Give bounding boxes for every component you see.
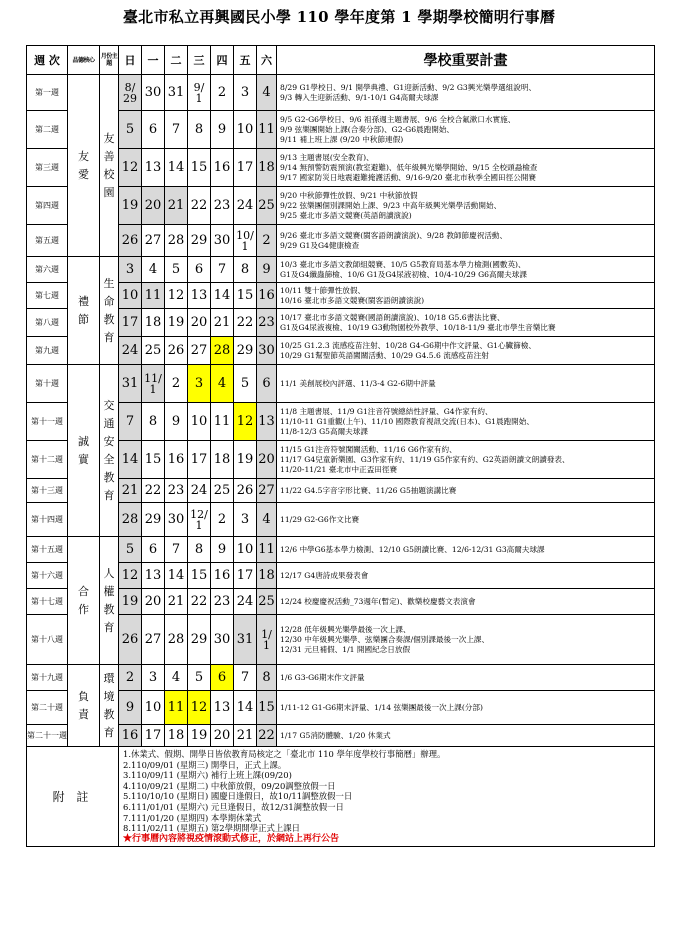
week-label: 第十九週 bbox=[27, 665, 68, 691]
day-cell: 8 bbox=[234, 257, 257, 283]
plan-line: 11/29 G2-G6作文比賽 bbox=[280, 514, 360, 524]
day-cell: 20 bbox=[142, 187, 165, 225]
header-theme: 月份主題 bbox=[100, 46, 119, 75]
day-cell: 29 bbox=[142, 503, 165, 537]
plan-cell bbox=[277, 187, 655, 225]
day-cell: 15 bbox=[142, 441, 165, 479]
plan-line: 9/14 無預警防震預演(教室避難)、低年級興光樂學開始、9/15 全校頭蝨檢查 bbox=[280, 162, 538, 172]
day-cell: 30 bbox=[211, 225, 234, 257]
week-row bbox=[27, 589, 655, 615]
day-cell: 4 bbox=[142, 257, 165, 283]
day-cell: 7 bbox=[119, 403, 142, 441]
day-cell: 11/ 1 bbox=[142, 365, 165, 403]
day-cell: 3 bbox=[119, 257, 142, 283]
day-cell: 6 bbox=[142, 111, 165, 149]
calendar-table bbox=[26, 45, 655, 847]
plan-line: 9/11 補上班上課 (9/20 中秋節連假) bbox=[280, 134, 404, 144]
week-row bbox=[27, 725, 655, 747]
day-cell: 15 bbox=[188, 149, 211, 187]
plan-line: 11/10-11 G1重觀(上午)、11/10 國際教育視訊交流(日本)、G1晨跑開始、 bbox=[280, 416, 534, 426]
day-cell: 19 bbox=[234, 441, 257, 479]
week-row bbox=[27, 563, 655, 589]
day-cell: 6 bbox=[188, 257, 211, 283]
week-label: 第十四週 bbox=[27, 503, 68, 537]
plan-line: 1/11-12 G1-G6期末評量、1/14 弦樂團最後一次上課(分部) bbox=[280, 702, 483, 712]
day-cell: 13 bbox=[257, 403, 277, 441]
day-cell: 22 bbox=[257, 725, 277, 747]
plan-line: 10/3 臺北市多語文教師組競賽、10/5 G5教育局基本學力檢測(國數英)、 bbox=[280, 259, 526, 269]
day-cell: 30 bbox=[257, 337, 277, 365]
day-cell: 6 bbox=[211, 665, 234, 691]
month-theme: 交 通 安 全 教 育 bbox=[100, 365, 119, 537]
day-cell: 11 bbox=[257, 537, 277, 563]
notes-warning: ★行事曆內容將視疫情滾動式修正，於網站上再行公告 bbox=[123, 833, 340, 844]
notes-line: 1.休業式、假期、開學日皆依教育局核定之「臺北市 110 學年度學校行事簡曆」辦理。 bbox=[123, 749, 446, 759]
week-label: 第九週 bbox=[27, 337, 68, 365]
plan-line: 9/29 G1及G4健康檢查 bbox=[280, 240, 360, 250]
plan-cell bbox=[277, 441, 655, 479]
day-cell: 31 bbox=[165, 75, 188, 111]
plan-line: 11/8 主題書展、11/9 G1注音符號總結性評量、G4作家有約、 bbox=[280, 406, 493, 416]
day-cell: 4 bbox=[257, 75, 277, 111]
day-cell: 28 bbox=[165, 225, 188, 257]
plan-line: 10/25 G1.2.3 流感疫苗注射、10/28 G4-G6期中作文評量、G1心臟篩檢、 bbox=[280, 340, 536, 350]
day-cell: 23 bbox=[211, 187, 234, 225]
plan-cell bbox=[277, 691, 655, 725]
header-day: 四 bbox=[211, 46, 234, 75]
week-row bbox=[27, 309, 655, 337]
day-cell: 26 bbox=[234, 479, 257, 503]
day-cell: 20 bbox=[188, 309, 211, 337]
header-day: 五 bbox=[234, 46, 257, 75]
plan-line: 11/17 G4兒童新樂園、G3作家有約、11/19 G5作家有約、G2英語朗讀文朗讀發表、 bbox=[280, 454, 570, 464]
plan-line: 12/17 G4唐詩成果發表會 bbox=[280, 570, 369, 580]
week-row bbox=[27, 365, 655, 403]
week-label: 第四週 bbox=[27, 187, 68, 225]
day-cell: 3 bbox=[188, 365, 211, 403]
week-row bbox=[27, 615, 655, 665]
plan-line: 9/20 中秋節彈性放假、9/21 中秋節放假 bbox=[280, 190, 418, 200]
plan-cell bbox=[277, 503, 655, 537]
week-row bbox=[27, 503, 655, 537]
week-label: 第六週 bbox=[27, 257, 68, 283]
day-cell: 22 bbox=[188, 589, 211, 615]
day-cell: 9 bbox=[165, 403, 188, 441]
header-row bbox=[27, 46, 655, 75]
plan-line: 11/15 G1注音符號闖關活動、11/16 G6作家有約、 bbox=[280, 444, 457, 454]
header-plan: 學校重要計畫 bbox=[277, 46, 655, 75]
plan-line: 9/13 主題書展(安全教育)、 bbox=[280, 152, 374, 162]
plan-cell bbox=[277, 365, 655, 403]
day-cell: 8 bbox=[188, 111, 211, 149]
day-cell: 16 bbox=[165, 441, 188, 479]
day-cell: 14 bbox=[165, 563, 188, 589]
day-cell: 11 bbox=[165, 691, 188, 725]
plan-cell bbox=[277, 665, 655, 691]
plan-cell bbox=[277, 225, 655, 257]
day-cell: 16 bbox=[257, 283, 277, 309]
plan-line: 10/29 G1幫聖節英語闖關活動、10/29 G4.5.6 流感疫苗注射 bbox=[280, 350, 489, 360]
day-cell: 17 bbox=[234, 149, 257, 187]
day-cell: 5 bbox=[165, 257, 188, 283]
day-cell: 10 bbox=[142, 691, 165, 725]
plan-line: 9/22 弦樂團個別課開始上課、9/23 中高年級興光樂學活動開始、 bbox=[280, 200, 502, 210]
week-label: 第十六週 bbox=[27, 563, 68, 589]
day-cell: 19 bbox=[119, 589, 142, 615]
plan-line: 11/22 G4.5字音字形比賽、11/26 G5抽題演講比賽 bbox=[280, 485, 457, 495]
day-cell: 14 bbox=[211, 283, 234, 309]
day-cell: 23 bbox=[211, 589, 234, 615]
day-cell: 20 bbox=[142, 589, 165, 615]
plan-line: 12/24 校慶慶祝活動_73週年(暫定)、歡樂校慶藝文表演會 bbox=[280, 596, 476, 606]
core-value: 禮 節 bbox=[68, 257, 100, 365]
header-day: 三 bbox=[188, 46, 211, 75]
day-cell: 15 bbox=[257, 691, 277, 725]
header-day: 六 bbox=[257, 46, 277, 75]
day-cell: 6 bbox=[257, 365, 277, 403]
week-label: 第十二週 bbox=[27, 441, 68, 479]
day-cell: 15 bbox=[234, 283, 257, 309]
day-cell: 2 bbox=[119, 665, 142, 691]
day-cell: 9 bbox=[257, 257, 277, 283]
day-cell: 13 bbox=[142, 563, 165, 589]
day-cell: 3 bbox=[142, 665, 165, 691]
day-cell: 12 bbox=[119, 149, 142, 187]
day-cell: 28 bbox=[119, 503, 142, 537]
notes-label: 附 註 bbox=[27, 747, 119, 847]
day-cell: 2 bbox=[211, 75, 234, 111]
week-label: 第二週 bbox=[27, 111, 68, 149]
day-cell: 12 bbox=[234, 403, 257, 441]
day-cell: 19 bbox=[119, 187, 142, 225]
notes-line: 8.111/02/11 (星期五) 第2學期開學正式上課日 bbox=[123, 823, 300, 834]
day-cell: 24 bbox=[234, 589, 257, 615]
day-cell: 20 bbox=[211, 725, 234, 747]
plan-line: 1/17 G5消防體驗、1/20 休業式 bbox=[280, 730, 391, 740]
day-cell: 18 bbox=[257, 149, 277, 187]
day-cell: 10 bbox=[234, 537, 257, 563]
day-cell: 16 bbox=[211, 149, 234, 187]
core-value: 誠 實 bbox=[68, 365, 100, 537]
week-label: 第十七週 bbox=[27, 589, 68, 615]
plan-cell bbox=[277, 725, 655, 747]
day-cell: 22 bbox=[188, 187, 211, 225]
day-cell: 10 bbox=[119, 283, 142, 309]
plan-cell bbox=[277, 257, 655, 283]
header-day: 日 bbox=[119, 46, 142, 75]
plan-line: 10/17 臺北市多語文競賽(國語朗讀演說)、10/18 G5.6書法比賽、 bbox=[280, 312, 505, 322]
day-cell: 5 bbox=[119, 537, 142, 563]
day-cell: 28 bbox=[165, 615, 188, 665]
month-theme: 人 權 教 育 bbox=[100, 537, 119, 665]
day-cell: 9 bbox=[211, 537, 234, 563]
day-cell: 27 bbox=[142, 615, 165, 665]
notes-line: 4.110/09/21 (星期二) 中秋節放假，09/20調整放假一日 bbox=[123, 780, 336, 791]
week-row bbox=[27, 283, 655, 309]
day-cell: 25 bbox=[142, 337, 165, 365]
day-cell: 4 bbox=[165, 665, 188, 691]
notes-content bbox=[119, 747, 655, 847]
day-cell: 5 bbox=[188, 665, 211, 691]
day-cell: 18 bbox=[211, 441, 234, 479]
day-cell: 27 bbox=[142, 225, 165, 257]
day-cell: 16 bbox=[119, 725, 142, 747]
day-cell: 13 bbox=[142, 149, 165, 187]
plan-line: 1/6 G3-G6期末作文評量 bbox=[280, 672, 365, 682]
week-row bbox=[27, 75, 655, 111]
day-cell: 22 bbox=[142, 479, 165, 503]
day-cell: 17 bbox=[119, 309, 142, 337]
day-cell: 21 bbox=[165, 589, 188, 615]
day-cell: 29 bbox=[234, 337, 257, 365]
day-cell: 26 bbox=[119, 615, 142, 665]
day-cell: 18 bbox=[165, 725, 188, 747]
core-value: 負 責 bbox=[68, 665, 100, 747]
week-label: 第三週 bbox=[27, 149, 68, 187]
day-cell: 24 bbox=[188, 479, 211, 503]
week-label: 第十三週 bbox=[27, 479, 68, 503]
plan-line: G1及G4尿液複檢、10/19 G3動物園校外教學、10/18-11/9 臺北市學生音樂比賽 bbox=[280, 322, 556, 332]
header-day: 二 bbox=[165, 46, 188, 75]
plan-cell bbox=[277, 589, 655, 615]
week-row bbox=[27, 665, 655, 691]
day-cell: 30 bbox=[165, 503, 188, 537]
day-cell: 10/ 1 bbox=[234, 225, 257, 257]
day-cell: 22 bbox=[234, 309, 257, 337]
day-cell: 11 bbox=[211, 403, 234, 441]
day-cell: 21 bbox=[234, 725, 257, 747]
plan-cell bbox=[277, 309, 655, 337]
day-cell: 28 bbox=[211, 337, 234, 365]
day-cell: 12/ 1 bbox=[188, 503, 211, 537]
day-cell: 7 bbox=[211, 257, 234, 283]
plan-cell bbox=[277, 537, 655, 563]
core-value: 合 作 bbox=[68, 537, 100, 665]
plan-cell bbox=[277, 75, 655, 111]
day-cell: 10 bbox=[188, 403, 211, 441]
week-row bbox=[27, 537, 655, 563]
notes-line: 6.111/01/01 (星期六) 元旦逢假日，故12/31調整放假一日 bbox=[123, 801, 344, 812]
day-cell: 12 bbox=[165, 283, 188, 309]
day-cell: 9/ 1 bbox=[188, 75, 211, 111]
plan-line: 9/5 G2-G6學校日、9/6 祖孫週主題書展、9/6 全校合氟漱口水實施、 bbox=[280, 114, 516, 124]
day-cell: 9 bbox=[119, 691, 142, 725]
notes-line: 7.111/01/20 (星期四) 本學期休業式 bbox=[123, 812, 262, 823]
day-cell: 3 bbox=[234, 503, 257, 537]
week-label: 第一週 bbox=[27, 75, 68, 111]
week-row bbox=[27, 337, 655, 365]
day-cell: 14 bbox=[165, 149, 188, 187]
day-cell: 25 bbox=[257, 589, 277, 615]
day-cell: 23 bbox=[165, 479, 188, 503]
day-cell: 30 bbox=[142, 75, 165, 111]
week-label: 第十五週 bbox=[27, 537, 68, 563]
day-cell: 26 bbox=[119, 225, 142, 257]
day-cell: 30 bbox=[211, 615, 234, 665]
month-theme: 友 善 校 園 bbox=[100, 75, 119, 257]
week-row bbox=[27, 479, 655, 503]
plan-line: 12/28 低年級興光樂學最後一次上課、 bbox=[280, 624, 411, 634]
day-cell: 31 bbox=[119, 365, 142, 403]
week-row bbox=[27, 691, 655, 725]
day-cell: 2 bbox=[211, 503, 234, 537]
plan-line: 12/6 中學G6基本學力檢測、12/10 G5朗讀比賽、12/6-12/31 G3高爾夫球課 bbox=[280, 544, 545, 554]
week-label: 第十週 bbox=[27, 365, 68, 403]
core-value: 友 愛 bbox=[68, 75, 100, 257]
day-cell: 15 bbox=[188, 563, 211, 589]
day-cell: 9 bbox=[211, 111, 234, 149]
day-cell: 7 bbox=[165, 537, 188, 563]
day-cell: 21 bbox=[165, 187, 188, 225]
plan-cell bbox=[277, 283, 655, 309]
week-row bbox=[27, 149, 655, 187]
day-cell: 26 bbox=[165, 337, 188, 365]
plan-line: 9/26 臺北市多語文競賽(閩客語朗讀演說)、9/28 教師節慶祝活動、 bbox=[280, 230, 508, 240]
day-cell: 7 bbox=[234, 665, 257, 691]
plan-line: 9/3 轉入生迎新活動、9/1-10/1 G4高爾夫球課 bbox=[280, 92, 439, 102]
day-cell: 8 bbox=[142, 403, 165, 441]
day-cell: 14 bbox=[234, 691, 257, 725]
day-cell: 12 bbox=[119, 563, 142, 589]
day-cell: 1/ 1 bbox=[257, 615, 277, 665]
header-core: 品德核心 bbox=[68, 46, 100, 75]
day-cell: 18 bbox=[257, 563, 277, 589]
day-cell: 27 bbox=[188, 337, 211, 365]
day-cell: 24 bbox=[234, 187, 257, 225]
plan-line: 11/1 美創展校內評選、11/3-4 G2-6期中評量 bbox=[280, 378, 436, 388]
header-day: 一 bbox=[142, 46, 165, 75]
plan-line: 8/29 G1學校日、9/1 開學典禮、G1迎新活動、9/2 G3興光樂學選組說明、 bbox=[280, 82, 537, 92]
day-cell: 17 bbox=[142, 725, 165, 747]
plan-line: 9/17 國家防災日地震避難掩護活動、9/16-9/20 臺北市秋季全國田徑公開賽 bbox=[280, 172, 536, 182]
notes-row bbox=[27, 747, 655, 847]
day-cell: 2 bbox=[165, 365, 188, 403]
day-cell: 17 bbox=[188, 441, 211, 479]
plan-cell bbox=[277, 563, 655, 589]
header-week: 週 次 bbox=[27, 46, 68, 75]
week-label: 第五週 bbox=[27, 225, 68, 257]
day-cell: 23 bbox=[257, 309, 277, 337]
day-cell: 8 bbox=[257, 665, 277, 691]
day-cell: 21 bbox=[119, 479, 142, 503]
week-label: 第二十週 bbox=[27, 691, 68, 725]
plan-line: 9/25 臺北市多語文競賽(英語朗讀演說) bbox=[280, 210, 412, 220]
day-cell: 31 bbox=[234, 615, 257, 665]
plan-line: 11/8-12/3 G5高爾夫球課 bbox=[280, 426, 368, 436]
day-cell: 7 bbox=[165, 111, 188, 149]
plan-line: 11/20-11/21 臺北市中正盃田徑賽 bbox=[280, 464, 398, 474]
notes-line: 2.110/09/01 (星期三) 開學日，正式上課。 bbox=[123, 759, 287, 770]
plan-line: 9/9 弦樂團開始上課(合奏分部)、G2-G6晨跑開始、 bbox=[280, 124, 455, 134]
week-label: 第二十一週 bbox=[27, 725, 68, 747]
plan-line: 10/16 臺北市多語文競賽(閩客語朗讀演說) bbox=[280, 295, 425, 305]
plan-line: 12/31 元旦補假、1/1 開國紀念日放假 bbox=[280, 644, 411, 654]
day-cell: 24 bbox=[119, 337, 142, 365]
day-cell: 8 bbox=[188, 537, 211, 563]
day-cell: 27 bbox=[257, 479, 277, 503]
plan-line: 12/30 中年級興光樂學、弦樂團合奏課/個別課最後一次上課、 bbox=[280, 634, 490, 644]
week-row bbox=[27, 225, 655, 257]
day-cell: 13 bbox=[188, 283, 211, 309]
day-cell: 17 bbox=[234, 563, 257, 589]
plan-cell bbox=[277, 337, 655, 365]
plan-cell bbox=[277, 479, 655, 503]
day-cell: 6 bbox=[142, 537, 165, 563]
week-label: 第七週 bbox=[27, 283, 68, 309]
week-row bbox=[27, 257, 655, 283]
page-title: 臺北市私立再興國民小學 110 學年度第 1 學期學校簡明行事曆 bbox=[122, 8, 556, 26]
plan-cell bbox=[277, 111, 655, 149]
day-cell: 18 bbox=[142, 309, 165, 337]
day-cell: 16 bbox=[211, 563, 234, 589]
day-cell: 14 bbox=[119, 441, 142, 479]
week-row bbox=[27, 403, 655, 441]
plan-cell bbox=[277, 403, 655, 441]
day-cell: 21 bbox=[211, 309, 234, 337]
week-label: 第十一週 bbox=[27, 403, 68, 441]
day-cell: 11 bbox=[142, 283, 165, 309]
week-row bbox=[27, 111, 655, 149]
day-cell: 11 bbox=[257, 111, 277, 149]
day-cell: 20 bbox=[257, 441, 277, 479]
day-cell: 2 bbox=[257, 225, 277, 257]
notes-line: 3.110/09/11 (星期六) 補行上班上課(09/20) bbox=[123, 770, 292, 781]
day-cell: 29 bbox=[188, 225, 211, 257]
notes-line: 5.110/10/10 (星期日) 國慶日逢假日，故10/11調整放假一日 bbox=[123, 791, 353, 802]
day-cell: 3 bbox=[234, 75, 257, 111]
day-cell: 25 bbox=[257, 187, 277, 225]
month-theme: 環 境 教 育 bbox=[100, 665, 119, 747]
plan-cell bbox=[277, 615, 655, 665]
week-label: 第十八週 bbox=[27, 615, 68, 665]
week-row bbox=[27, 187, 655, 225]
day-cell: 10 bbox=[234, 111, 257, 149]
day-cell: 5 bbox=[234, 365, 257, 403]
day-cell: 19 bbox=[188, 725, 211, 747]
plan-line: G1及G4纖蟲篩檢、10/6 G1及G4尿液初檢、10/4-10/29 G6高爾夫球課 bbox=[280, 269, 527, 279]
day-cell: 19 bbox=[165, 309, 188, 337]
day-cell: 4 bbox=[257, 503, 277, 537]
day-cell: 13 bbox=[211, 691, 234, 725]
plan-line: 10/11 雙十節彈性放假、 bbox=[280, 285, 366, 295]
week-label: 第八週 bbox=[27, 309, 68, 337]
day-cell: 25 bbox=[211, 479, 234, 503]
month-theme: 生 命 教 育 bbox=[100, 257, 119, 365]
day-cell: 5 bbox=[119, 111, 142, 149]
week-row bbox=[27, 441, 655, 479]
plan-cell bbox=[277, 149, 655, 187]
day-cell: 29 bbox=[188, 615, 211, 665]
day-cell: 8/ 29 bbox=[119, 75, 142, 111]
day-cell: 4 bbox=[211, 365, 234, 403]
day-cell: 12 bbox=[188, 691, 211, 725]
